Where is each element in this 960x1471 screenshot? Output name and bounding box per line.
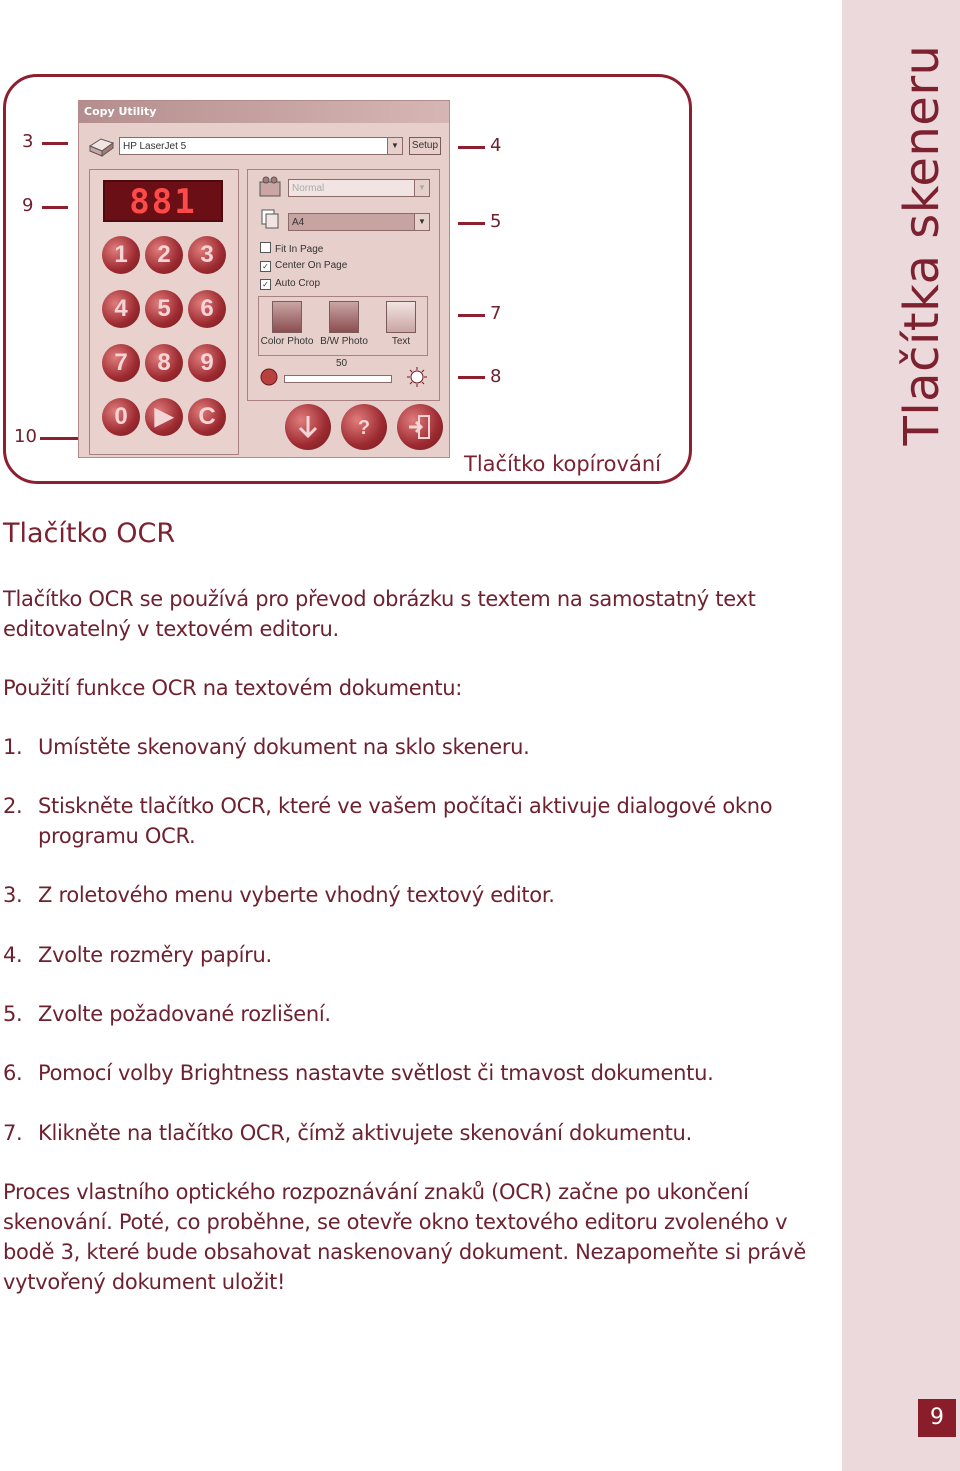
key-start[interactable]: ▶	[145, 398, 183, 436]
help-icon	[341, 404, 387, 450]
printer-select[interactable]	[119, 137, 403, 155]
mode-selector	[258, 296, 428, 356]
chevron-down-icon[interactable]: ▼	[414, 214, 429, 230]
step-text: Z roletového menu vyberte vhodný textový editor.	[38, 883, 555, 907]
keypad-panel	[89, 169, 239, 455]
key-6[interactable]: 6	[188, 290, 226, 328]
mode-text[interactable]: Text	[373, 299, 429, 347]
quality-icon	[258, 176, 284, 198]
intro-paragraph: Tlačítko OCR se používá pro převod obrázku s textem na samostatný text editovatelný v textovém editoru.	[3, 587, 756, 641]
step-text: Zvolte požadované rozlišení.	[38, 1002, 331, 1026]
step-text: Zvolte rozměry papíru.	[38, 943, 272, 967]
step-number: 6.	[3, 1061, 23, 1085]
chevron-down-icon[interactable]: ▼	[387, 138, 402, 154]
list-item	[3, 880, 823, 910]
copy-button[interactable]	[285, 404, 331, 450]
step-text: Klikněte na tlačítko OCR, čímž aktivujete skenování dokumentu.	[38, 1121, 692, 1145]
auto-crop-option[interactable]: ✓ Auto Crop	[260, 278, 320, 290]
key-1[interactable]: 1	[102, 236, 140, 274]
exit-button[interactable]	[397, 404, 443, 450]
step-text: Stiskněte tlačítko OCR, které ve vašem počítači aktivuje dialogové okno programu OCR.	[38, 794, 773, 848]
center-on-page-option[interactable]: ✓ Center On Page	[260, 260, 347, 272]
help-button[interactable]	[341, 404, 387, 450]
paper-icon	[258, 208, 284, 232]
callout-line	[458, 222, 485, 225]
brightness-value: 50	[336, 358, 348, 369]
step-number: 7.	[3, 1121, 23, 1145]
paper-size-select[interactable]	[288, 213, 430, 231]
brightness-slider[interactable]	[284, 375, 392, 383]
paper-size-value: A4	[292, 217, 305, 228]
bw-photo-icon	[329, 301, 359, 333]
step-text: Umístěte skenovaný dokument na sklo skeneru.	[38, 735, 530, 759]
sidebar-title: Tlačítka skeneru	[894, 44, 950, 446]
callout-line	[458, 146, 485, 149]
exit-icon	[397, 404, 443, 450]
callout-10: 10	[14, 426, 37, 447]
printer-select-value: HP LaserJet 5	[123, 141, 187, 152]
quality-select[interactable]	[288, 179, 430, 197]
step-text: Pomocí volby Brightness nastavte světlost či tmavost dokumentu.	[38, 1061, 714, 1085]
figure-caption: Tlačítko kopírování	[464, 452, 661, 476]
list-item	[3, 1118, 823, 1148]
usage-title: Použití funkce OCR na textovém dokumentu:	[3, 676, 463, 700]
svg-text:?: ?	[357, 417, 371, 439]
key-9[interactable]: 9	[188, 344, 226, 382]
mode-color-photo[interactable]: Color Photo	[259, 299, 315, 347]
key-5[interactable]: 5	[145, 290, 183, 328]
callout-3: 3	[22, 131, 34, 152]
printer-icon	[87, 134, 115, 158]
step-number: 1.	[3, 735, 23, 759]
callout-7: 7	[490, 303, 502, 324]
list-item	[3, 999, 823, 1029]
key-3[interactable]: 3	[188, 236, 226, 274]
callout-line	[458, 376, 485, 379]
list-item	[3, 732, 823, 762]
dark-sun-icon	[258, 366, 280, 388]
mode-bw-photo[interactable]: B/W Photo	[316, 299, 372, 347]
window-title: Copy Utility	[79, 101, 449, 123]
list-item	[3, 791, 803, 851]
copy-count-display: 881	[103, 180, 223, 222]
quality-select-value: Normal	[292, 183, 325, 194]
arrow-down-icon	[285, 404, 331, 450]
page-number: 9	[918, 1399, 956, 1437]
checkbox-fit-in-page[interactable]	[260, 242, 271, 253]
step-number: 5.	[3, 1002, 23, 1026]
step-number: 3.	[3, 883, 23, 907]
light-sun-icon	[406, 366, 428, 388]
key-8[interactable]: 8	[145, 344, 183, 382]
callout-line	[42, 206, 68, 209]
list-item	[3, 1058, 823, 1088]
copy-utility-window	[78, 100, 450, 458]
section-heading: Tlačítko OCR	[3, 518, 176, 549]
color-photo-icon	[272, 301, 302, 333]
key-2[interactable]: 2	[145, 236, 183, 274]
callout-4: 4	[490, 135, 502, 156]
callout-line	[42, 142, 68, 145]
step-number: 2.	[3, 794, 23, 818]
callout-line	[458, 314, 485, 317]
callout-5: 5	[490, 211, 502, 232]
key-clear[interactable]: C	[188, 398, 226, 436]
key-0[interactable]: 0	[102, 398, 140, 436]
setup-button[interactable]: Setup	[409, 137, 441, 155]
checkbox-center-on-page[interactable]: ✓	[260, 261, 271, 272]
chevron-down-icon[interactable]: ▼	[414, 180, 429, 196]
list-item	[3, 940, 823, 970]
callout-8: 8	[490, 366, 502, 387]
step-number: 4.	[3, 943, 23, 967]
options-panel	[247, 169, 440, 401]
fit-in-page-option[interactable]: Fit In Page	[260, 242, 323, 255]
callout-9: 9	[22, 195, 34, 216]
text-mode-icon	[386, 301, 416, 333]
key-4[interactable]: 4	[102, 290, 140, 328]
key-7[interactable]: 7	[102, 344, 140, 382]
closing-paragraph: Proces vlastního optického rozpoznávání znaků (OCR) začne po ukončení skenování. Poté, co proběhne, se otevře okno textového editoru zvoleného v bodě 3, které bude obsahovat naskenovaný dokument. Nezapomeňte si právě vytvořený dokument uložit!	[3, 1180, 806, 1294]
checkbox-auto-crop[interactable]: ✓	[260, 279, 271, 290]
